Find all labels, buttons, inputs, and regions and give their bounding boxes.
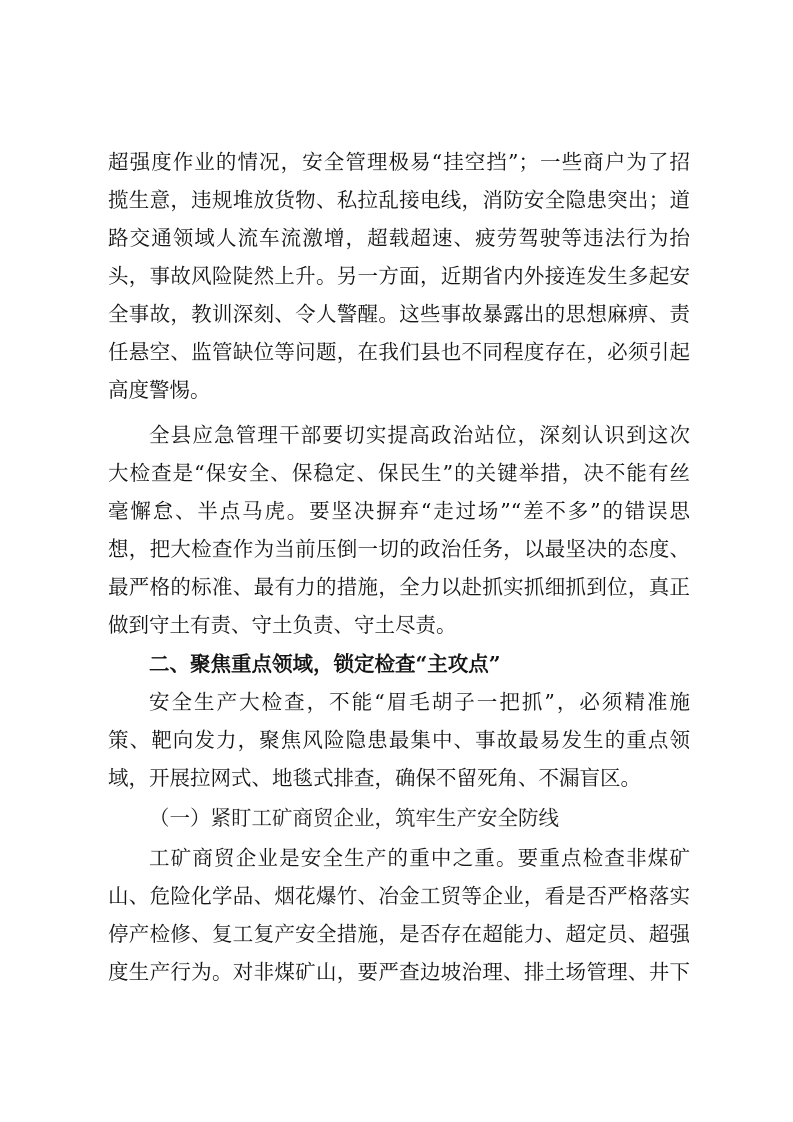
text-line: 域，开展拉网式、地毯式排查，确保不留死角、不漏盲区。 [108,766,641,790]
paragraph [108,416,690,644]
paragraph [108,143,690,409]
text-line: 最严格的标准、最有力的措施，全力以赴抓实抓细抓到位，真正 [108,575,690,599]
section-heading-text: 二、聚焦重点领域，锁定检查“主攻点” [149,652,501,676]
text-line: 全事故，教训深刻、令人警醒。这些事故暴露出的思想麻痹、责 [108,302,690,326]
text-line: 路交通领域人流车流激增，超载超速、疲劳驾驶等违法行为抬 [108,226,690,250]
text-line: 策、靶向发力，聚焦风险隐患最集中、事故最易发生的重点领 [108,728,690,752]
text-line: 想，把大检查作为当前压倒一切的政治任务，以最坚决的态度、 [108,537,690,561]
text-line: 头，事故风险陡然上升。另一方面，近期省内外接连发生多起安 [108,264,690,288]
text-line: 停产检修、复工复产安全措施，是否存在超能力、超定员、超强 [108,922,690,946]
text-line: 度生产行为。对非煤矿山，要严查边坡治理、排土场管理、井下 [108,960,690,984]
text-line: 毫懈怠、半点马虎。要坚决摒弃“走过场”“差不多”的错误思 [108,499,690,523]
subsection-heading [108,799,690,837]
text-line: 全县应急管理干部要切实提高政治站位，深刻认识到这次 [149,423,690,447]
section-heading [108,645,690,683]
text-line: 安全生产大检查，不能“眉毛胡子一把抓”，必须精准施 [149,690,690,714]
text-line: 任悬空、监管缺位等问题，在我们县也不同程度存在，必须引起 [108,340,690,364]
paragraph [108,839,690,991]
text-line: 大检查是“保安全、保稳定、保民生”的关键举措，决不能有丝 [108,461,690,485]
text-line: 工矿商贸企业是安全生产的重中之重。要重点检查非煤矿 [149,846,690,870]
text-line: 揽生意，违规堆放货物、私拉乱接电线，消防安全隐患突出；道 [108,188,690,212]
subsection-heading-text: （一）紧盯工矿商贸企业，筑牢生产安全防线 [149,806,559,830]
text-line: 高度警惕。 [108,378,211,402]
document-body [108,143,690,991]
text-line: 超强度作业的情况，安全管理极易“挂空挡”；一些商户为了招 [108,150,690,174]
paragraph [108,683,690,797]
text-line: 山、危险化学品、烟花爆竹、冶金工贸等企业，看是否严格落实 [108,884,690,908]
text-line: 做到守土有责、守土负责、守土尽责。 [108,613,457,637]
